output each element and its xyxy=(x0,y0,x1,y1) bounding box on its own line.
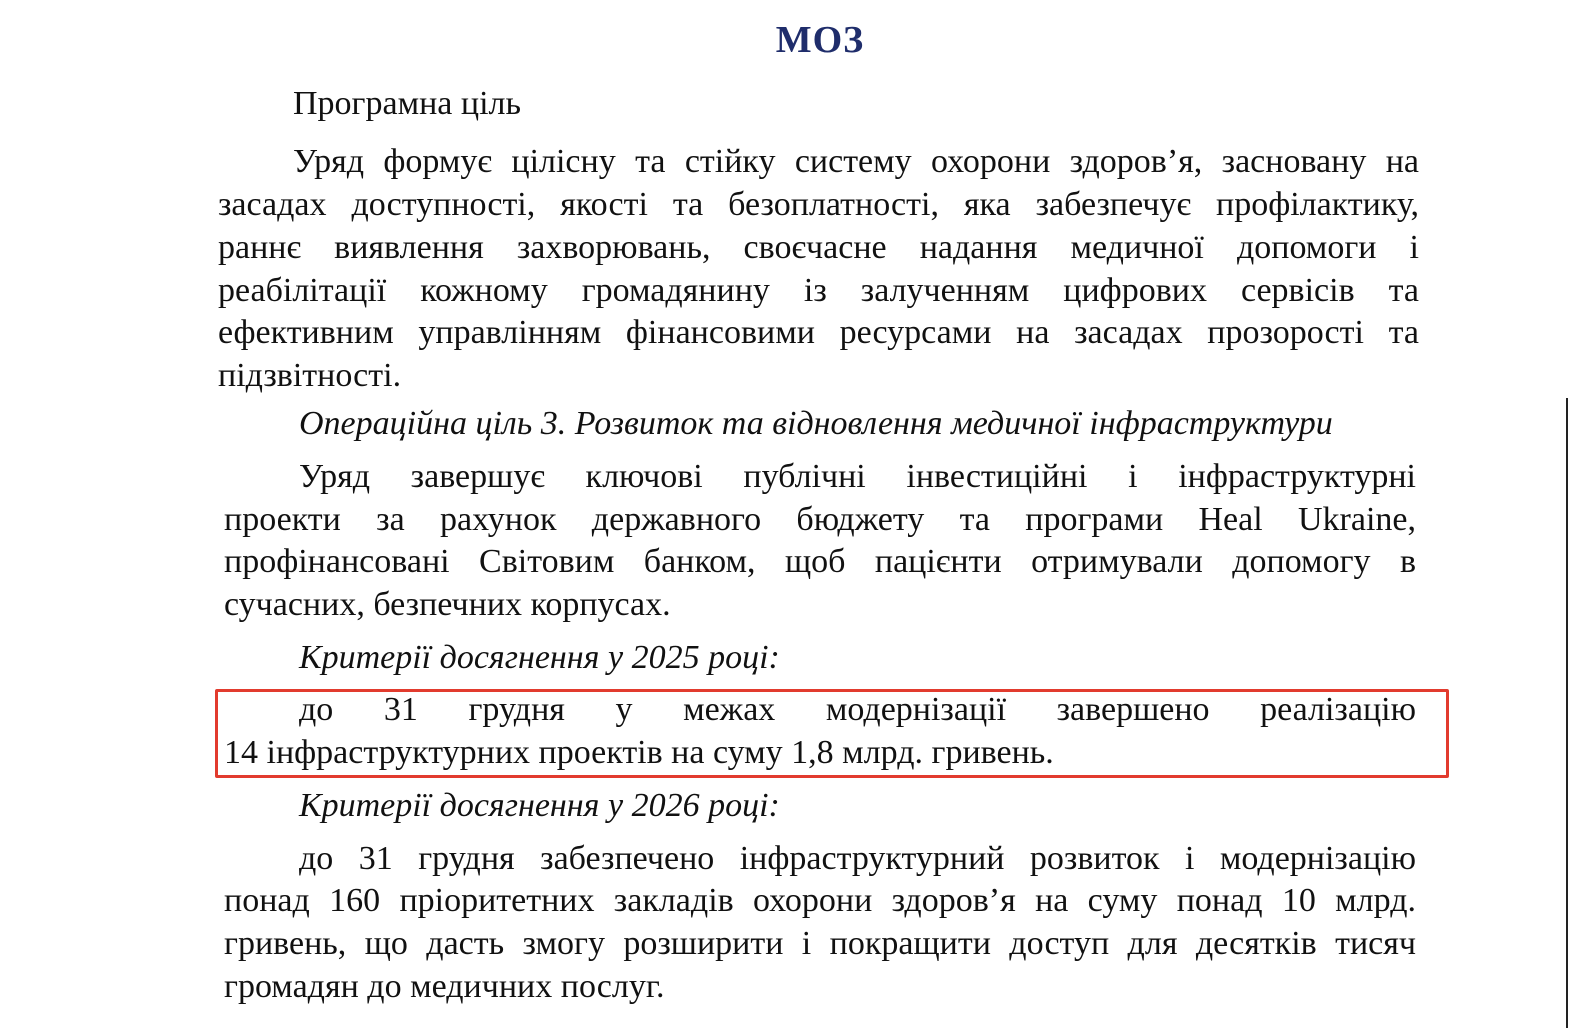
paragraph-line: громадян до медичних послуг. xyxy=(224,968,665,1005)
paragraph-line: до 31 грудня забезпечено інфраструктурний розвиток і модернізацію xyxy=(299,840,1416,877)
criteria-2026-heading: Критерії досягнення у 2026 році: xyxy=(299,787,780,824)
paragraph-line: проекти за рахунок державного бюджету та програми Heal Ukraine, xyxy=(224,501,1416,538)
paragraph-line: реабілітації кожному громадянину із залученням цифрових сервісів та xyxy=(218,272,1419,309)
paragraph-line: Уряд завершує ключові публічні інвестиційні і інфраструктурні xyxy=(299,458,1416,495)
paragraph-line: сучасних, безпечних корпусах. xyxy=(224,586,671,623)
criteria-2025-heading: Критерії досягнення у 2025 році: xyxy=(299,639,780,676)
paragraph-line: ефективним управлінням фінансовими ресурсами на засадах прозорості та xyxy=(218,314,1419,351)
paragraph-line: Уряд формує цілісну та стійку систему охорони здоров’я, засновану на xyxy=(293,143,1419,180)
paragraph-line: гривень, що дасть змогу розширити і покращити доступ для десятків тисяч xyxy=(224,925,1416,962)
page-edge-line xyxy=(1566,398,1568,1028)
paragraph-line: підзвітності. xyxy=(218,357,402,394)
operational-goal-heading: Операційна ціль 3. Розвиток та відновлення медичної інфраструктури xyxy=(299,405,1333,442)
paragraph-line: профінансовані Світовим банком, щоб пацієнти отримували допомогу в xyxy=(224,543,1416,580)
program-goal-heading: Програмна ціль xyxy=(293,85,522,122)
paragraph-line: до 31 грудня у межах модернізації завершено реалізацію xyxy=(299,691,1416,728)
paragraph-line: раннє виявлення захворювань, своєчасне надання медичної допомоги і xyxy=(218,229,1419,266)
paragraph-line: понад 160 пріоритетних закладів охорони здоров’я на суму понад 10 млрд. xyxy=(224,882,1416,919)
paragraph-line: 14 інфраструктурних проектів на суму 1,8 млрд. гривень. xyxy=(224,734,1054,771)
document-title: МОЗ xyxy=(775,19,865,61)
paragraph-line: засадах доступності, якості та безоплатності, яка забезпечує профілактику, xyxy=(218,186,1419,223)
